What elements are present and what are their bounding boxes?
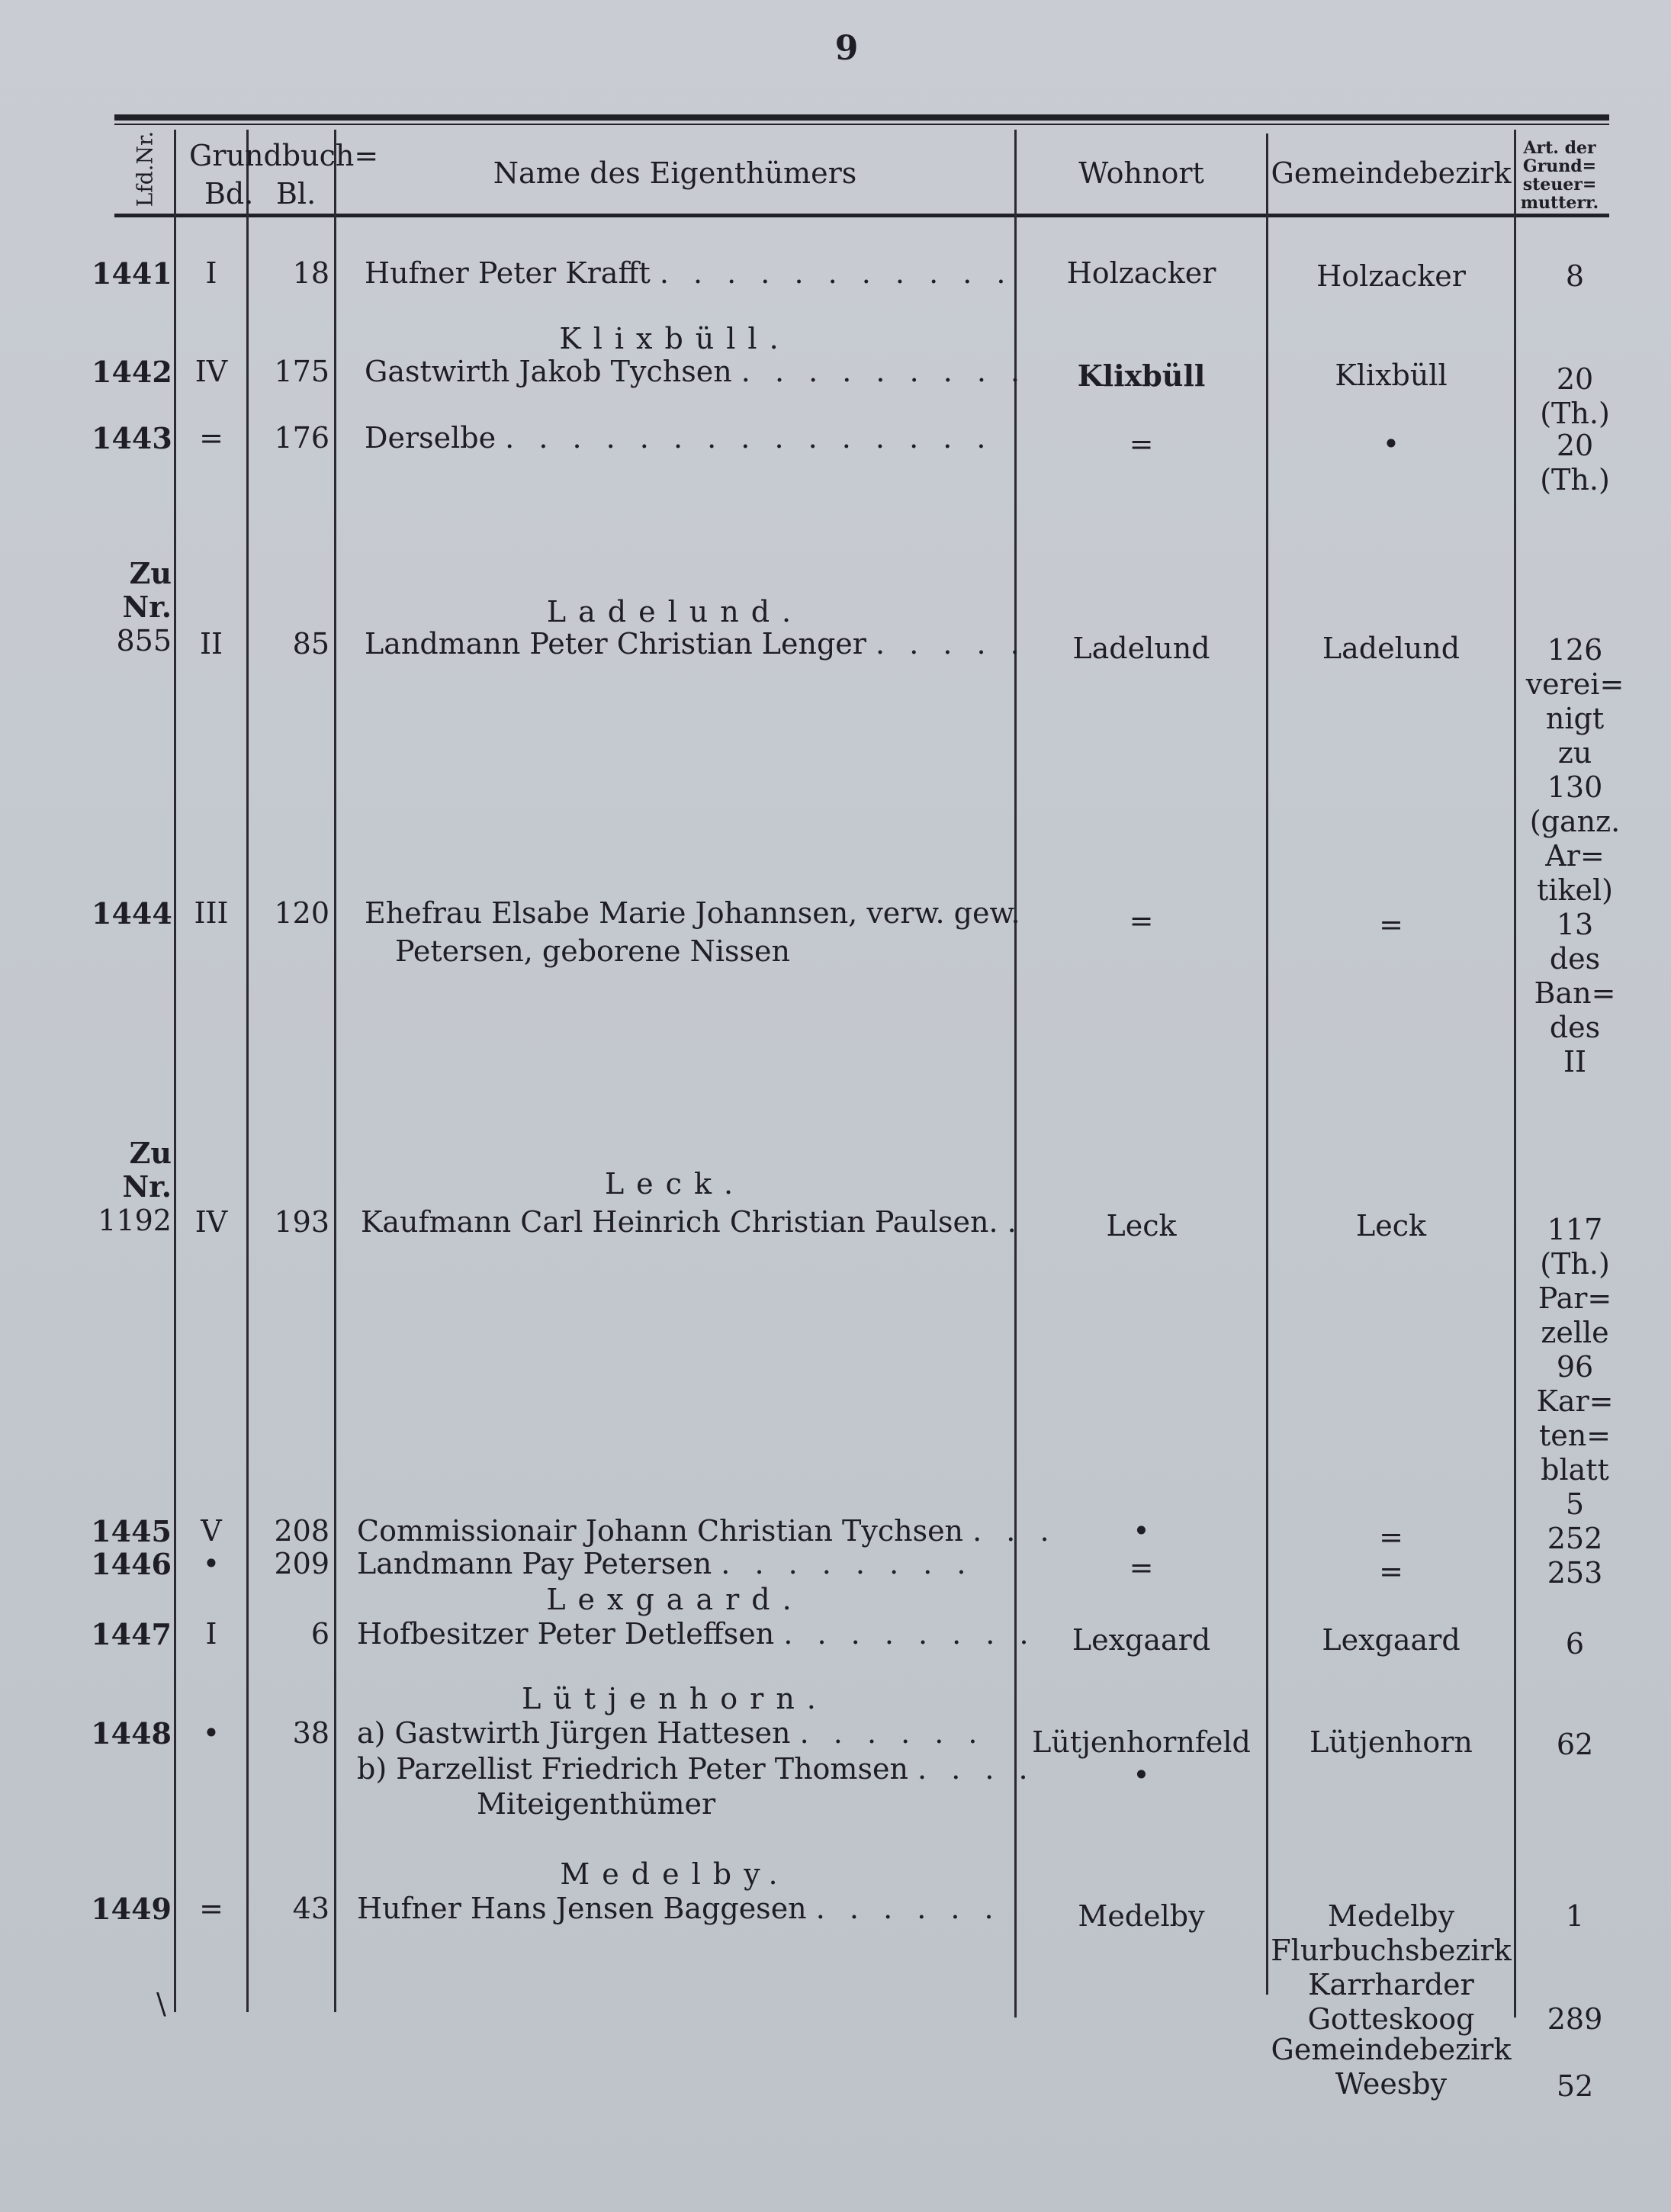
row-wohnort: = <box>1129 427 1154 461</box>
row-name <box>365 627 1027 661</box>
owner-name: Gastwirth Jakob Tychsen <box>365 355 732 388</box>
header-art-line: steuer= <box>1522 175 1597 195</box>
footer-line: Gotteskoog <box>1307 2002 1475 2036</box>
art-line: 5 <box>1565 1487 1585 1521</box>
art-line: Ar= <box>1545 839 1605 873</box>
row-name: Ehefrau Elsabe Marie Johannsen, verw. gew. <box>365 896 1020 930</box>
row-gemeinde: Ladelund <box>1322 632 1461 665</box>
row-gemeinde: = <box>1379 1520 1403 1554</box>
row-bl: 18 <box>292 256 329 290</box>
row-art: 62 <box>1556 1728 1594 1761</box>
owner-name: a) Gastwirth Jürgen Hattesen <box>357 1716 791 1750</box>
row-number <box>92 557 172 657</box>
leader-dots: . . . . . <box>876 627 1027 661</box>
art-line: 13 <box>1556 908 1594 941</box>
row-art: 1 <box>1565 1899 1585 1933</box>
header-art-line: mutterr. <box>1520 193 1599 213</box>
row-number-line: Nr. <box>122 590 172 624</box>
column-divider <box>246 130 249 2012</box>
row-number-line: Nr. <box>122 1169 172 1204</box>
column-divider <box>174 130 176 2012</box>
art-line: nigt <box>1545 702 1605 735</box>
art-line: 126 <box>1547 633 1603 667</box>
row-bl: 120 <box>274 896 329 930</box>
column-divider <box>1266 133 1268 1995</box>
owner-name: Derselbe <box>365 421 496 455</box>
row-wohnort: = <box>1129 904 1154 937</box>
row-wohnort: Medelby <box>1078 1899 1205 1933</box>
row-bd: = <box>199 1892 223 1925</box>
row-art: 253 <box>1547 1556 1603 1590</box>
row-art: 252 <box>1547 1522 1603 1555</box>
row-name-continued: Petersen, geborene Nissen <box>395 934 790 968</box>
row-gemeinde: Klixbüll <box>1335 358 1448 392</box>
row-bd: III <box>194 896 229 930</box>
footer-line: Gemeindebezirk <box>1271 2033 1512 2066</box>
row-number: 1445 <box>91 1514 172 1548</box>
header-art-line: Art. der <box>1523 138 1596 158</box>
row-number: 1448 <box>91 1716 172 1751</box>
footer-line: Flurbuchsbezirk <box>1271 1934 1512 1967</box>
row-art-stack <box>1518 633 1632 1079</box>
row-bl: 85 <box>292 627 329 661</box>
owner-name: Commissionair Johann Christian Tychsen <box>357 1514 964 1548</box>
column-divider <box>1514 130 1516 214</box>
row-name <box>357 1892 1001 1925</box>
leader-dots: . . . . . . . . . . . . . . . <box>505 421 994 455</box>
row-bl: 38 <box>292 1716 329 1750</box>
row-number-line: 855 <box>116 624 172 657</box>
art-line: (Th.) <box>1540 1247 1610 1281</box>
owner-name: Landmann Pay Petersen <box>357 1547 712 1580</box>
row-bd: IV <box>194 355 228 388</box>
owner-name: Hufner Peter Krafft <box>365 256 651 290</box>
place-heading: Leck. <box>604 1167 746 1201</box>
row-number: 1449 <box>91 1892 172 1926</box>
art-line: Par= <box>1538 1281 1612 1315</box>
row-name <box>365 256 1013 290</box>
header-art-line: Grund= <box>1522 156 1597 176</box>
row-art-stack <box>1518 1213 1632 1522</box>
owner-name: b) Parzellist Friedrich Peter Thomsen <box>357 1752 908 1786</box>
row-wohnort: Ladelund <box>1072 632 1210 665</box>
row-wohnort: Leck <box>1106 1209 1177 1243</box>
art-line: ten= <box>1538 1419 1612 1452</box>
row-name-continued: Miteigenthümer <box>477 1787 716 1821</box>
row-bd: = <box>199 421 223 455</box>
place-heading: Ladelund. <box>546 595 804 629</box>
art-line: II <box>1563 1045 1587 1079</box>
row-name <box>357 1547 973 1580</box>
row-bl: 176 <box>274 421 329 455</box>
art-line: 20 <box>1556 362 1594 396</box>
row-number: 1443 <box>92 421 172 455</box>
column-divider <box>334 130 336 2012</box>
art-line: (Th.) <box>1540 397 1610 430</box>
leader-dots: . . . . . . . . . <box>741 355 1028 388</box>
row-gemeinde: Lexgaard <box>1322 1623 1461 1657</box>
art-line: verei= <box>1525 667 1624 701</box>
art-line: blatt <box>1541 1453 1609 1487</box>
top-rule <box>114 114 1609 121</box>
row-gemeinde: Medelby <box>1327 1899 1455 1933</box>
leader-dots: . . . . . . <box>815 1892 1001 1925</box>
row-name <box>357 1514 1057 1548</box>
row-bl: 209 <box>274 1547 329 1580</box>
row-name <box>361 1205 1024 1239</box>
art-line: tikel) <box>1537 873 1613 907</box>
header-grundbuch: Grundbuch= <box>189 139 379 172</box>
row-name-continued <box>357 1752 1036 1786</box>
page-number: 9 <box>834 29 859 68</box>
row-number: 1444 <box>92 896 172 931</box>
art-line: Kar= <box>1536 1384 1614 1418</box>
row-wohnort: • <box>1133 1514 1150 1548</box>
leader-dots: . . . . . . . . . . . <box>659 256 1014 290</box>
row-gemeinde: • <box>1382 427 1400 461</box>
footer-line: Karrharder <box>1308 1968 1474 2001</box>
row-art: 8 <box>1565 259 1585 293</box>
row-gemeinde: = <box>1379 908 1403 941</box>
art-line: (ganz. <box>1529 805 1621 838</box>
owner-name: Hofbesitzer Peter Detleffsen <box>357 1617 775 1651</box>
header-art <box>1518 139 1602 212</box>
owner-name: Hufner Hans Jensen Baggesen <box>357 1892 807 1925</box>
owner-name: Kaufmann Carl Heinrich Christian Paulsen. <box>361 1205 998 1239</box>
row-name <box>365 421 993 455</box>
art-line: zu <box>1557 736 1592 770</box>
row-bd: I <box>205 1617 217 1651</box>
leader-dots: . . . <box>972 1514 1057 1548</box>
row-bd: IV <box>194 1205 228 1239</box>
row-wohnort: Lütjenhornfeld <box>1032 1725 1251 1759</box>
header-lfd-nr: Lfd.Nr. <box>132 130 158 207</box>
top-rule-thin <box>114 124 1609 125</box>
row-number <box>84 1137 172 1237</box>
art-line: des <box>1549 942 1601 976</box>
row-number: 1442 <box>92 355 172 389</box>
leader-dots: . . . . . . <box>799 1716 985 1750</box>
row-number: 1447 <box>91 1617 172 1651</box>
row-number-line: 1192 <box>98 1204 172 1237</box>
row-wohnort: Lexgaard <box>1072 1623 1211 1657</box>
header-gemeindebezirk: Gemeindebezirk <box>1271 156 1512 190</box>
row-wohnort: = <box>1129 1551 1154 1584</box>
row-name <box>357 1716 985 1750</box>
footer-value: 52 <box>1556 2069 1594 2103</box>
art-line: Ban= <box>1534 976 1616 1010</box>
place-heading: Klixbüll. <box>559 322 791 355</box>
art-line: 96 <box>1556 1350 1594 1384</box>
header-wohnort: Wohnort <box>1078 156 1204 190</box>
header-bottom-rule <box>114 214 1609 217</box>
row-bd: II <box>199 627 223 661</box>
owner-name: Landmann Peter Christian Lenger <box>365 627 866 661</box>
leader-dots: . . . . <box>917 1752 1036 1786</box>
art-line: 20 <box>1556 429 1594 462</box>
row-bd: • <box>202 1716 220 1750</box>
row-number-line: Zu <box>129 556 172 590</box>
leader-dots: . <box>1007 1205 1024 1239</box>
row-art <box>1518 362 1632 431</box>
row-name <box>365 355 1027 388</box>
column-divider <box>1514 130 1516 2017</box>
place-heading: Medelby. <box>560 1857 790 1891</box>
row-bd: V <box>201 1514 222 1548</box>
row-number-line: Zu <box>129 1136 172 1170</box>
art-line: 117 <box>1547 1213 1603 1246</box>
row-art <box>1518 429 1632 497</box>
place-heading: Lütjenhorn. <box>522 1682 828 1715</box>
row-bl: 43 <box>292 1892 329 1925</box>
header-bd: Bd. <box>204 177 254 211</box>
row-number: 1441 <box>92 256 172 291</box>
row-bd: I <box>205 256 217 290</box>
leader-dots: . . . . . . . . <box>721 1547 974 1580</box>
footer-value: 289 <box>1547 2002 1603 2036</box>
row-number: 1446 <box>91 1547 172 1581</box>
art-line: (Th.) <box>1540 463 1610 497</box>
leader-dots: . . . . . . . . <box>783 1617 1036 1651</box>
row-bl: 208 <box>274 1514 329 1548</box>
row-wohnort: Holzacker <box>1066 256 1216 290</box>
art-line: zelle <box>1541 1316 1609 1349</box>
stray-mark: \ <box>156 1987 166 2021</box>
header-name: Name des Eigenthümers <box>493 156 857 190</box>
row-bd: • <box>202 1547 220 1580</box>
art-line: des <box>1549 1011 1601 1044</box>
row-gemeinde: Leck <box>1355 1209 1427 1243</box>
art-line: 130 <box>1547 770 1603 804</box>
row-art: 6 <box>1565 1627 1585 1661</box>
row-wohnort-ditto: • <box>1133 1758 1150 1792</box>
row-name <box>357 1617 1036 1651</box>
place-heading: Lexgaard. <box>546 1583 804 1616</box>
row-gemeinde: Lütjenhorn <box>1309 1725 1473 1759</box>
row-gemeinde: = <box>1379 1555 1403 1588</box>
row-bl: 175 <box>274 355 329 388</box>
header-bl: Bl. <box>276 177 317 211</box>
footer-line: Weesby <box>1335 2067 1448 2101</box>
row-bl: 6 <box>310 1617 329 1651</box>
row-bl: 193 <box>274 1205 329 1239</box>
row-gemeinde: Holzacker <box>1316 259 1466 293</box>
row-wohnort: Klixbüll <box>1077 358 1206 393</box>
